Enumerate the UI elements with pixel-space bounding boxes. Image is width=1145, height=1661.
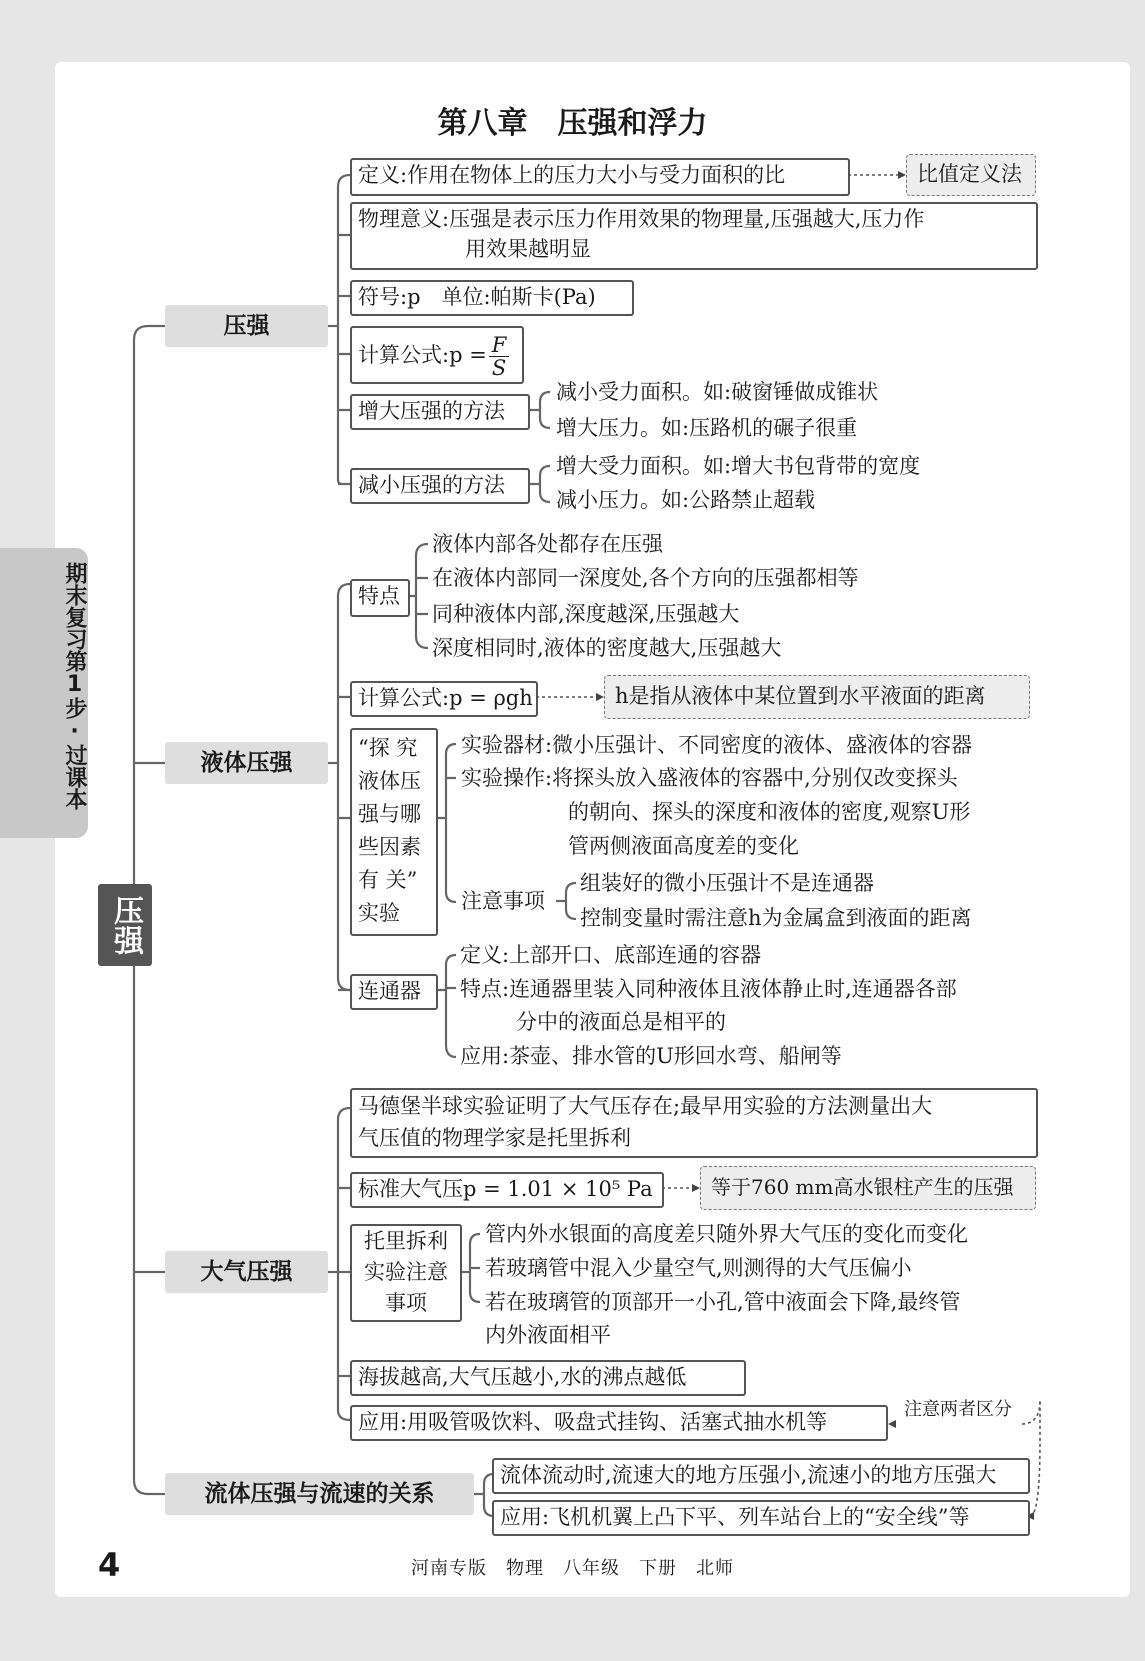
experiment-label-box (350, 728, 438, 936)
magdeburg-experiment (350, 1088, 1038, 1158)
decrease-pressure-methods (350, 468, 530, 504)
torricelli-label-line: 实验注意 (364, 1260, 448, 1284)
liquid-features-label: 特点 (358, 584, 400, 608)
fluid-rule (492, 1458, 1030, 1494)
decrease-pressure-label: 减小压强的方法 (358, 473, 505, 497)
atmosphere-application-text: 应用:用吸管吸饮料、吸盘式挂钩、活塞式抽水机等 (358, 1410, 828, 1434)
pressure-symbol-text: 符号:p 单位:帕斯卡(Pa) (358, 285, 596, 309)
decrease-item: 增大受力面积。如:增大书包背带的宽度 (556, 454, 921, 478)
pressure-meaning-line1: 物理意义:压强是表示压力作用效果的物理量,压强越大,压力作 (358, 207, 925, 231)
torricelli-label-box (350, 1224, 462, 1322)
experiment-equipment: 实验器材:微小压强计、不同密度的液体、盛液体的容器 (461, 733, 973, 757)
branch-fluid-pressure: 流体压强与流速的关系 (165, 1473, 474, 1515)
liquid-formula (350, 681, 538, 717)
connector-definition: 定义:上部开口、底部连通的容器 (460, 943, 762, 967)
definition-method-text: 比值定义法 (917, 162, 1022, 186)
pressure-meaning-line2: 用效果越明显 (465, 237, 591, 261)
atmosphere-application (350, 1405, 888, 1441)
increase-pressure-label: 增大压强的方法 (358, 399, 505, 423)
torricelli-note-item: 管内外水银面的高度差只随外界大气压的变化而变化 (485, 1222, 968, 1246)
experiment-operation-line: 实验操作:将探头放入盛液体的容器中,分别仅改变探头 (461, 766, 958, 790)
distinguish-note: 注意两者区分 (904, 1399, 1012, 1420)
connector-feature-line: 特点:连通器里装入同种液体且液体静止时,连通器各部 (460, 977, 957, 1001)
page-footer: 河南专版 物理 八年级 下册 北师 (411, 1558, 734, 1579)
page-number: 4 (98, 1546, 121, 1584)
root-node: 压强 (98, 884, 152, 966)
mercury-column-text: 等于760 mm高水银柱产生的压强 (711, 1175, 1014, 1199)
increase-pressure-methods (350, 394, 530, 430)
altitude-fact-text: 海拔越高,大气压越小,水的沸点越低 (358, 1365, 687, 1389)
fluid-application-text: 应用:飞机机翼上凸下平、列车站台上的“安全线”等 (500, 1505, 970, 1529)
liquid-feature-item: 同种液体内部,深度越深,压强越大 (432, 602, 740, 626)
liquid-features (350, 579, 410, 617)
experiment-note-item: 组装好的微小压强计不是连通器 (580, 871, 874, 895)
pressure-definition-text: 定义:作用在物体上的压力大小与受力面积的比 (358, 163, 786, 187)
definition-method-note (906, 154, 1036, 196)
connector-vessel (350, 974, 438, 1010)
torricelli-note-item: 若在玻璃管的顶部开一小孔,管中液面会下降,最终管 (485, 1290, 961, 1314)
pressure-meaning (350, 202, 1038, 270)
liquid-feature-item: 在液体内部同一深度处,各个方向的压强都相等 (432, 566, 859, 590)
pressure-formula-text (352, 328, 522, 382)
fraction-denominator: S (491, 356, 507, 380)
experiment-label-line: 实验 (358, 901, 400, 925)
experiment-label-line: 有 关” (358, 868, 418, 892)
experiment-operation-line: 的朝向、探头的深度和液体的密度,观察U形 (568, 800, 971, 824)
chapter-title: 第八章 压强和浮力 (437, 106, 708, 141)
mercury-column-note (700, 1166, 1036, 1210)
branch-pressure: 压强 (165, 305, 328, 347)
depth-note-text: h是指从液体中某位置到水平液面的距离 (615, 684, 986, 708)
side-tab (0, 548, 88, 838)
increase-item: 增大压力。如:压路机的碾子很重 (556, 416, 858, 440)
experiment-label-line: 液体压 (358, 769, 421, 793)
connector-vessel-label: 连通器 (358, 979, 421, 1003)
fluid-application (492, 1500, 1030, 1536)
torricelli-note-item: 若玻璃管中混入少量空气,则测得的大气压偏小 (485, 1256, 912, 1280)
standard-atmosphere (350, 1172, 664, 1208)
depth-note (604, 675, 1030, 719)
side-tab-label: 期末复习第1步·过课本 (62, 562, 87, 810)
liquid-feature-item: 深度相同时,液体的密度越大,压强越大 (432, 636, 782, 660)
fluid-rule-text: 流体流动时,流速大的地方压强小,流速小的地方压强大 (500, 1463, 997, 1487)
experiment-label-line: 强与哪 (358, 802, 421, 826)
increase-item: 减小受力面积。如:破窗锤做成锥状 (556, 380, 879, 404)
fraction-numerator: F (489, 334, 510, 357)
connector-application: 应用:茶壶、排水管的U形回水弯、船闸等 (460, 1044, 842, 1068)
branch-atmospheric-pressure: 大气压强 (165, 1251, 328, 1293)
torricelli-label-line: 事项 (385, 1291, 427, 1315)
connector-feature-line: 分中的液面总是相平的 (516, 1010, 726, 1034)
branch-liquid-pressure: 液体压强 (165, 742, 328, 784)
experiment-label-line: 些因素 (358, 835, 421, 859)
pressure-formula-prefix: 计算公式:p = (358, 343, 487, 367)
experiment-notes-label: 注意事项 (461, 889, 545, 913)
magdeburg-line1: 马德堡半球实验证明了大气压存在;最早用实验的方法测量出大 (358, 1094, 933, 1118)
pressure-symbol-unit (350, 280, 634, 316)
magdeburg-line2: 气压值的物理学家是托里拆利 (358, 1126, 631, 1150)
standard-atmosphere-text: 标准大气压p = 1.01 × 10⁵ Pa (358, 1177, 653, 1201)
experiment-operation-line: 管两侧液面高度差的变化 (568, 834, 799, 858)
altitude-fact (350, 1360, 746, 1396)
torricelli-label-line: 托里拆利 (364, 1229, 448, 1253)
liquid-formula-text: 计算公式:p = ρgh (358, 686, 533, 710)
pressure-definition (350, 158, 850, 196)
decrease-item: 减小压力。如:公路禁止超载 (556, 488, 816, 512)
liquid-feature-item: 液体内部各处都存在压强 (432, 532, 663, 556)
experiment-note-item: 控制变量时需注意h为金属盒到液面的距离 (580, 906, 972, 930)
experiment-label-line: “探 究 (358, 736, 418, 760)
pressure-formula (350, 326, 524, 384)
torricelli-note-continuation: 内外液面相平 (485, 1323, 611, 1347)
pressure-fraction (489, 334, 510, 379)
